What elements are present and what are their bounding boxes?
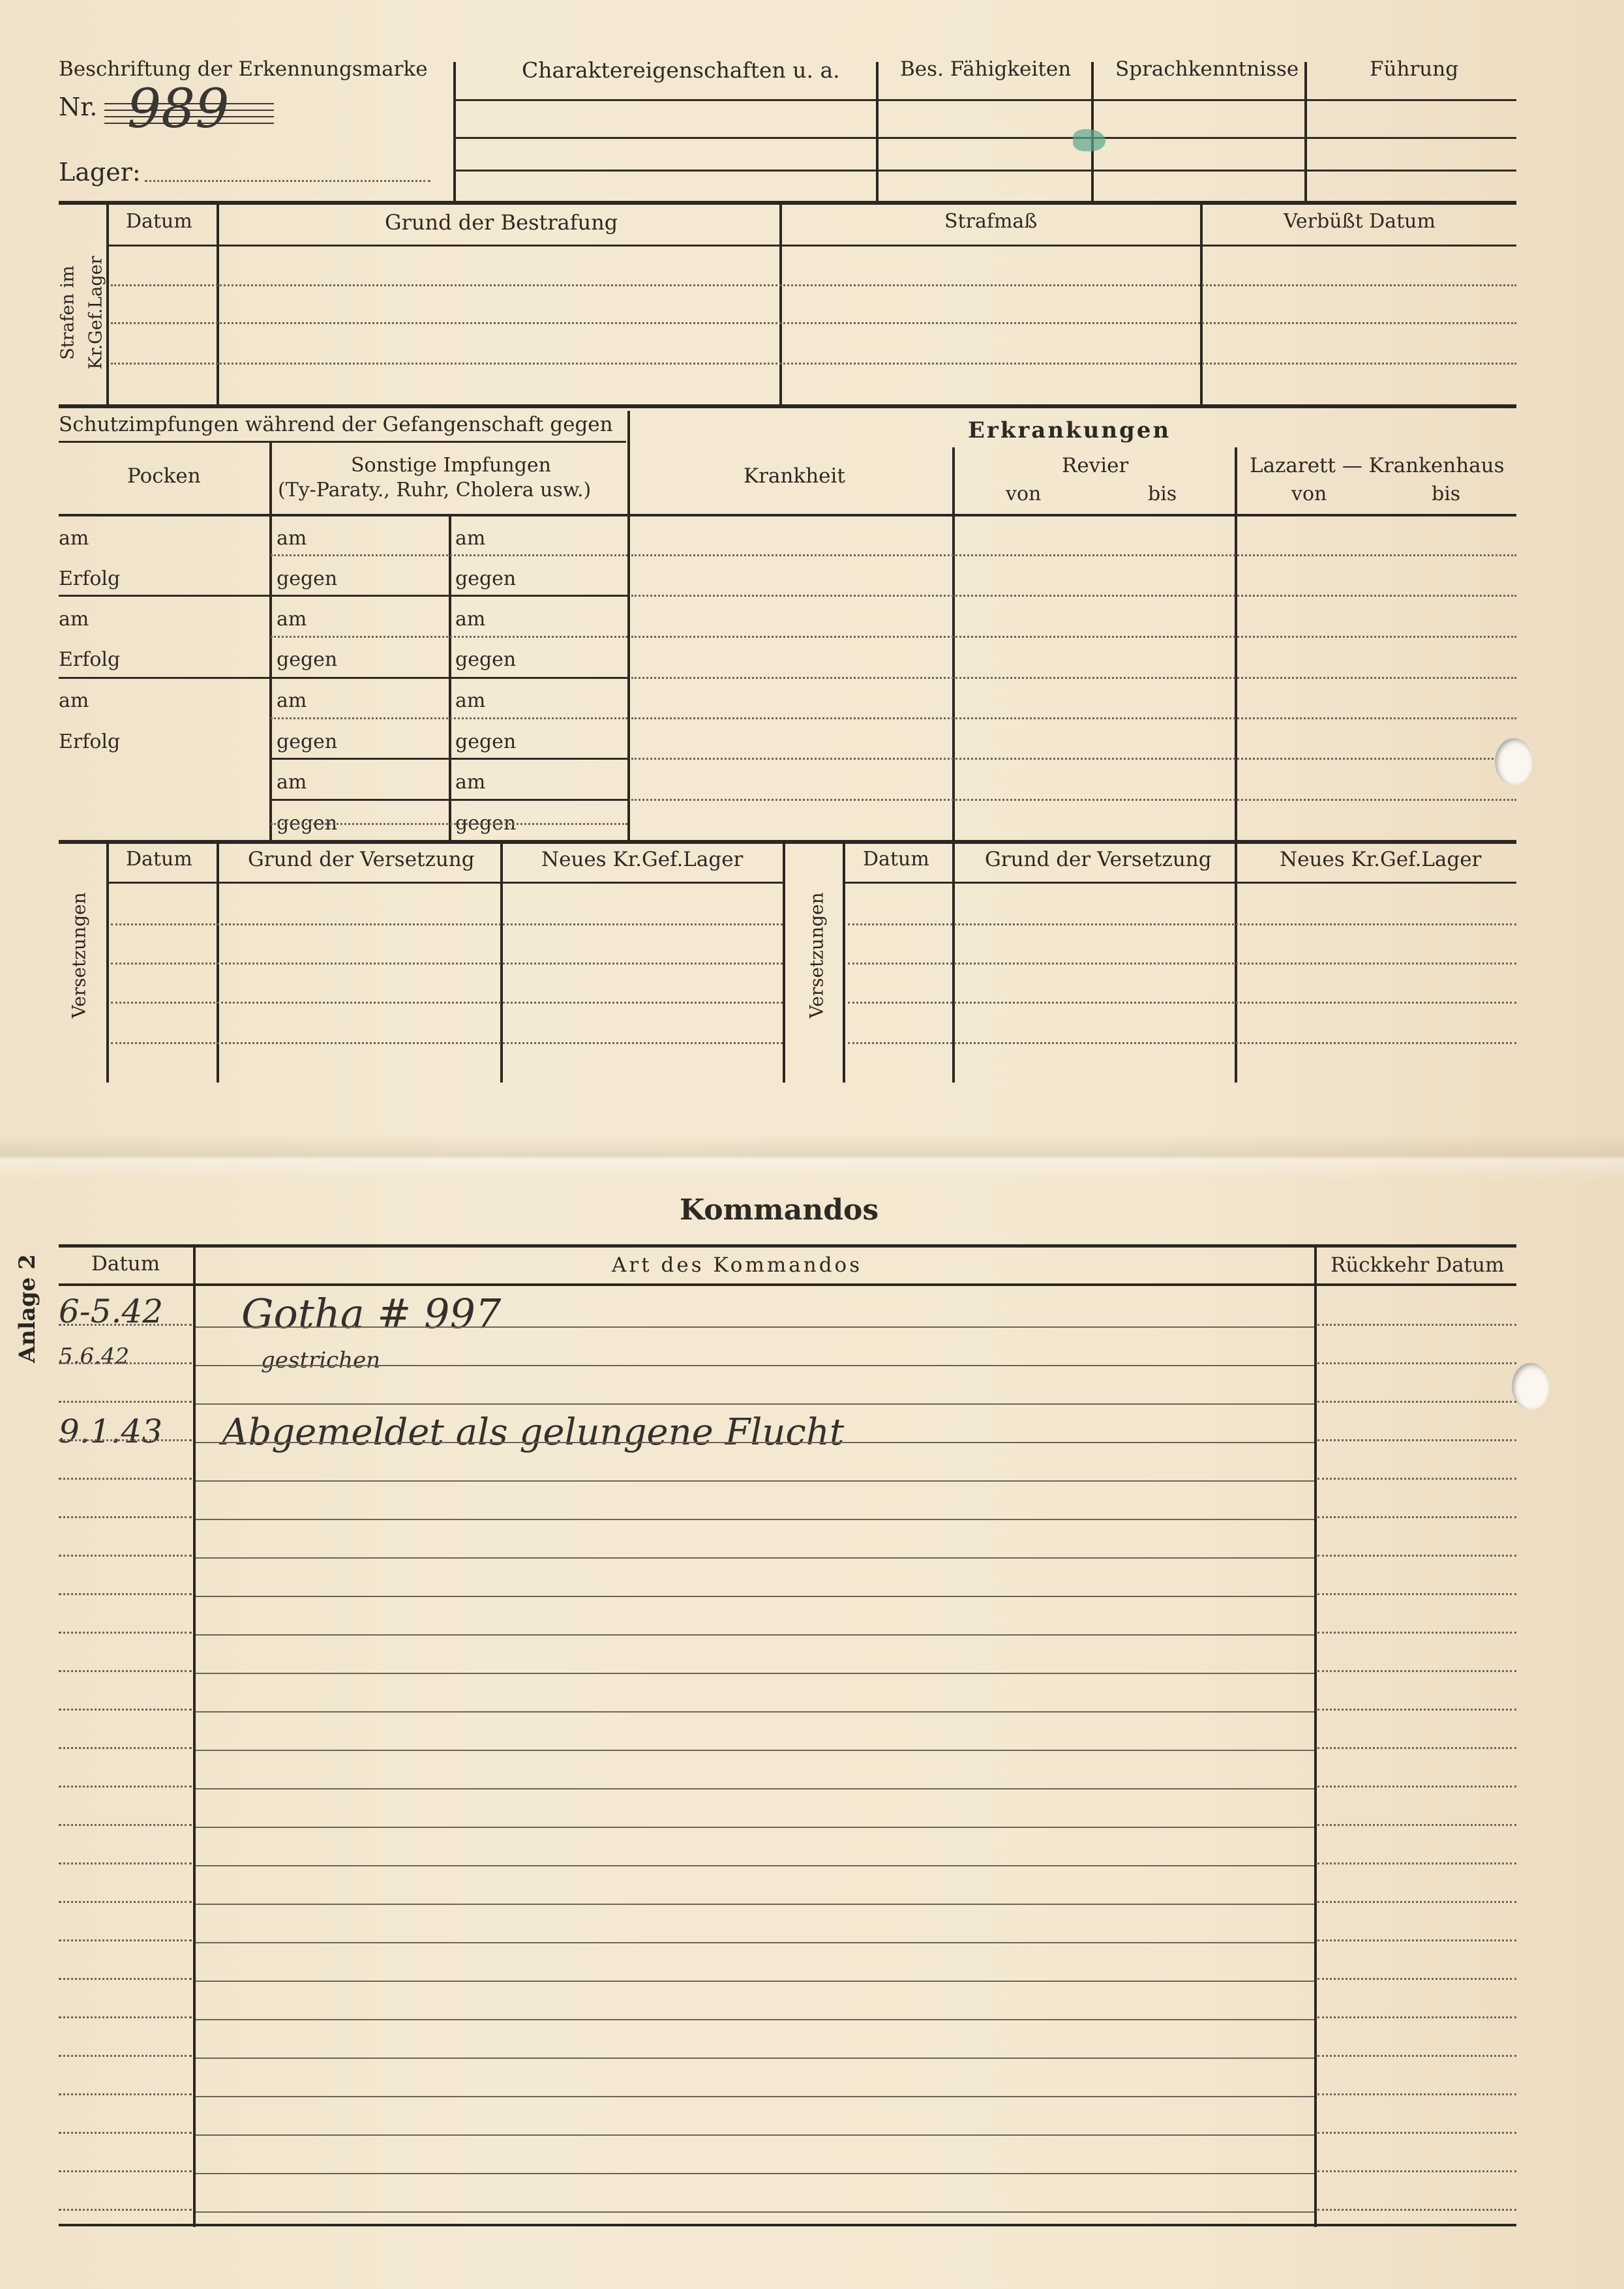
versetzungen-col-line xyxy=(217,841,219,1083)
kommando-row-datum-line xyxy=(59,1401,192,1403)
strafen-header-line xyxy=(108,245,1516,247)
versetzungen-col-grund-2: Grund der Versetzung xyxy=(985,848,1212,871)
strafen-row xyxy=(111,322,1516,324)
fuehrung-label: Führung xyxy=(1370,57,1459,81)
kommando-row-datum-line xyxy=(59,2132,192,2134)
erkrankungen-row xyxy=(631,595,1516,597)
kommando-row-rueckkehr-line xyxy=(1317,1824,1516,1826)
versetzungen-row xyxy=(848,1042,1516,1044)
sonstige-row-label: am xyxy=(455,527,486,550)
kommando-row-datum-line xyxy=(59,2093,192,2095)
kommando-art: Abgemeldet als gelungene Flucht xyxy=(222,1411,845,1454)
kommando-row-rueckkehr-line xyxy=(1317,1324,1516,1326)
impfungen-col-line xyxy=(269,442,272,841)
versetzungen-row xyxy=(848,923,1516,925)
anlage-side-label: Anlage 2 xyxy=(14,1254,40,1363)
kommando-row-rueckkehr-line xyxy=(1317,1362,1516,1364)
lazarett-bis: bis xyxy=(1432,483,1461,505)
kommando-row-datum-line xyxy=(59,1863,192,1864)
section-divider xyxy=(59,404,1516,408)
versetzungen-col-datum: Datum xyxy=(126,848,192,871)
kommando-row-rueckkehr-line xyxy=(1317,1709,1516,1711)
revier-bis: bis xyxy=(1148,483,1177,505)
kommando-row-line xyxy=(196,1711,1314,1713)
impfungen-title-line xyxy=(59,441,626,443)
top-row-line xyxy=(453,137,1516,139)
erkrankungen-col-lazarett: Lazarett — Krankenhaus xyxy=(1250,454,1505,477)
kommando-row-line xyxy=(196,1596,1314,1597)
impfungen-col-pocken: Pocken xyxy=(127,464,201,488)
versetzungen-col-datum-2: Datum xyxy=(863,848,929,871)
versetzungen-col-line xyxy=(783,841,785,1083)
beschriftung-label: Beschriftung der Erkennungsmarke xyxy=(59,57,428,81)
sprach-label: Sprachkenntnisse xyxy=(1115,57,1299,81)
impfungen-col-sonstige-1: Sonstige Impfungen xyxy=(351,454,552,477)
erkrankungen-col-revier: Revier xyxy=(1062,454,1129,477)
impfungen-col-sonstige-2: (Ty-Paraty., Ruhr, Cholera usw.) xyxy=(278,479,592,501)
kommando-row-rueckkehr-line xyxy=(1317,1863,1516,1864)
strafen-col-line xyxy=(217,203,219,406)
strafen-side-label-2: Kr.Gef.Lager xyxy=(85,256,106,370)
kommando-row-rueckkehr-line xyxy=(1317,2093,1516,2095)
versetzungen-row xyxy=(111,923,783,925)
erkrankungen-row xyxy=(631,636,1516,638)
kommando-row-rueckkehr-line xyxy=(1317,1632,1516,1634)
kommando-row-datum-line xyxy=(59,2209,192,2211)
kommando-row-line xyxy=(196,2019,1314,2020)
erkrankungen-row xyxy=(631,799,1516,801)
lager-label: Lager: xyxy=(59,158,141,187)
kommando-row-rueckkehr-line xyxy=(1317,1786,1516,1788)
erkrankungen-row xyxy=(631,554,1516,556)
kommandos-col-rueckkehr: Rückkehr Datum xyxy=(1331,1253,1505,1277)
kommando-row-datum-line xyxy=(59,1362,192,1364)
kommando-row-datum-line xyxy=(59,1593,192,1595)
pocken-row-label: am xyxy=(59,689,89,712)
impfungen-right-border xyxy=(627,411,630,841)
revier-von: von xyxy=(1006,483,1042,505)
kommando-row-line xyxy=(196,1981,1314,1982)
pocken-row-label: Erfolg xyxy=(59,730,121,753)
versetzungen-row xyxy=(111,963,783,965)
sonstige-row-label: am xyxy=(277,689,307,712)
kommando-row-line xyxy=(196,1519,1314,1520)
top-col-line xyxy=(876,62,879,202)
kommando-row-line xyxy=(196,2173,1314,2174)
kommandos-bottom-line xyxy=(59,2224,1516,2226)
impfungen-title: Schutzimpfungen während der Gefangenschaft gegen xyxy=(59,413,613,436)
sonstige-row-label: gegen xyxy=(455,567,517,590)
versetzungen-side-label-left: Versetzungen xyxy=(68,892,90,1019)
erkrankungen-row xyxy=(631,758,1516,760)
strafen-col-strafmass: Strafmaß xyxy=(944,210,1038,233)
strafen-col-verbuesst: Verbüßt Datum xyxy=(1284,210,1436,233)
kommando-row-datum-line xyxy=(59,1709,192,1711)
erkrankungen-col-krankheit: Krankheit xyxy=(744,464,845,488)
paper-fold xyxy=(0,1135,1624,1180)
kommando-row-datum-line xyxy=(59,1901,192,1903)
kommando-row-line xyxy=(196,2057,1314,2059)
kommando-row-line xyxy=(196,2096,1314,2097)
kommando-row-datum-line xyxy=(59,1478,192,1480)
punch-hole xyxy=(1495,738,1533,785)
strafen-col-datum: Datum xyxy=(126,210,192,233)
charakter-label: Charaktereigenschaften u. a. xyxy=(522,57,840,83)
kommando-row-line xyxy=(196,1557,1314,1559)
kommando-row-datum-line xyxy=(59,1439,192,1441)
sonstige-row-label: gegen xyxy=(455,812,517,835)
top-row-line xyxy=(453,99,1516,101)
strafen-row xyxy=(111,284,1516,286)
kommando-row-datum-line xyxy=(59,1824,192,1826)
kommando-row-line xyxy=(196,2134,1314,2136)
kommando-row-line xyxy=(196,1634,1314,1636)
kommando-row-datum-line xyxy=(59,1978,192,1980)
sonstige-row-label: am xyxy=(277,608,307,631)
pocken-row-label: am xyxy=(59,608,89,631)
kommando-row-datum-line xyxy=(59,1555,192,1557)
kommando-row-rueckkehr-line xyxy=(1317,1555,1516,1557)
top-col-line xyxy=(1304,62,1307,202)
nr-label: Nr. xyxy=(59,93,98,121)
kommando-row-line xyxy=(196,1750,1314,1751)
kommando-row-line xyxy=(196,1326,1314,1328)
kommando-row-rueckkehr-line xyxy=(1317,2016,1516,2018)
section-divider xyxy=(59,201,1516,205)
kommando-row-rueckkehr-line xyxy=(1317,2170,1516,2172)
kommando-row-line xyxy=(196,1442,1314,1443)
lazarett-von: von xyxy=(1291,483,1327,505)
kommando-datum: 6-5.42 xyxy=(59,1293,164,1330)
kommando-row-line xyxy=(196,1403,1314,1405)
versetzungen-col-line xyxy=(500,841,503,1083)
kommando-row-rueckkehr-line xyxy=(1317,1747,1516,1749)
sonstige-row-label: gegen xyxy=(455,730,517,753)
kommando-row-datum-line xyxy=(59,1747,192,1749)
strafen-col-grund: Grund der Bestrafung xyxy=(385,210,618,235)
impfungen-row-line xyxy=(271,799,627,801)
versetzungen-side-label-right: Versetzungen xyxy=(805,892,828,1019)
kommando-row-rueckkehr-line xyxy=(1317,2209,1516,2211)
erkrankungen-title: Erkrankungen xyxy=(968,417,1171,443)
kommando-row-datum-line xyxy=(59,2016,192,2018)
kommando-row-datum-line xyxy=(59,1670,192,1672)
faehigkeiten-label: Bes. Fähigkeiten xyxy=(900,57,1072,81)
kommando-row-rueckkehr-line xyxy=(1317,1901,1516,1903)
kommando-row-rueckkehr-line xyxy=(1317,1516,1516,1518)
kommando-row-rueckkehr-line xyxy=(1317,1478,1516,1480)
kommando-art: Gotha # 997 xyxy=(241,1290,502,1338)
lager-line xyxy=(145,180,430,182)
kommando-row-line xyxy=(196,1865,1314,1866)
kommandos-col-datum: Datum xyxy=(91,1252,160,1276)
section-divider xyxy=(59,840,1516,844)
kommando-row-rueckkehr-line xyxy=(1317,2132,1516,2134)
strafen-side-label-1: Strafen im xyxy=(57,265,78,360)
versetzungen-col-neues: Neues Kr.Gef.Lager xyxy=(541,848,744,871)
impfungen-row-dots xyxy=(271,823,627,825)
sonstige-row-label: am xyxy=(455,771,486,794)
erkrankungen-row xyxy=(631,717,1516,719)
kommandos-col-art: Art des Kommandos xyxy=(612,1253,863,1277)
kommando-row-rueckkehr-line xyxy=(1317,1401,1516,1403)
kommando-row-rueckkehr-line xyxy=(1317,1939,1516,1941)
sonstige-row-label: gegen xyxy=(277,648,338,671)
kommando-row-line xyxy=(196,1480,1314,1482)
kommando-row-rueckkehr-line xyxy=(1317,1670,1516,1672)
versetzungen-row xyxy=(848,1002,1516,1004)
kommando-row-line xyxy=(196,1788,1314,1789)
strafen-col-line xyxy=(106,203,109,406)
impfungen-row-line xyxy=(271,758,627,760)
kommando-row-datum-line xyxy=(59,1324,192,1326)
versetzungen-row xyxy=(111,1002,783,1004)
kommando-row-rueckkehr-line xyxy=(1317,1978,1516,1980)
kommando-row-line xyxy=(196,1942,1314,1943)
kommando-row-line xyxy=(196,2211,1314,2213)
versetzungen-col-line xyxy=(843,841,845,1083)
kommandos-title: Kommandos xyxy=(680,1193,879,1227)
sonstige-row-label: gegen xyxy=(277,567,338,590)
kommando-row-line xyxy=(196,1904,1314,1905)
top-row-line xyxy=(453,170,1516,172)
kommando-row-line xyxy=(196,1827,1314,1828)
top-col-line xyxy=(453,62,456,202)
kommando-row-line xyxy=(196,1365,1314,1366)
sonstige-row-label: gegen xyxy=(455,648,517,671)
versetzungen-row xyxy=(111,1042,783,1044)
kommandos-col-line xyxy=(193,1246,196,2227)
green-ink-mark xyxy=(1073,129,1105,151)
versetzungen-col-grund: Grund der Versetzung xyxy=(248,848,475,871)
impfungen-row-line xyxy=(59,677,627,679)
sonstige-row-label: am xyxy=(277,527,307,550)
sonstige-row-label: gegen xyxy=(277,812,338,835)
sonstige-row-label: am xyxy=(455,608,486,631)
pocken-row-label: Erfolg xyxy=(59,567,121,590)
versetzungen-col-line xyxy=(952,841,955,1083)
kommando-row-datum-line xyxy=(59,1516,192,1518)
strafen-col-line xyxy=(1200,203,1203,406)
impfungen-row-dots xyxy=(271,636,627,638)
strafen-col-line xyxy=(779,203,782,406)
kommando-row-rueckkehr-line xyxy=(1317,1593,1516,1595)
kommandos-header-line xyxy=(59,1283,1516,1286)
erkrankungen-col-line xyxy=(952,447,955,841)
punch-hole xyxy=(1512,1363,1550,1410)
kommandos-top-line xyxy=(59,1244,1516,1248)
versetzungen-col-line xyxy=(1235,841,1237,1083)
impfungen-row-dots xyxy=(271,554,627,556)
kommando-row-datum-line xyxy=(59,1939,192,1941)
erkrankungen-col-line xyxy=(1235,447,1237,841)
impfungen-row-line xyxy=(59,595,627,597)
pocken-row-label: am xyxy=(59,527,89,550)
kommando-row-line xyxy=(196,1673,1314,1674)
kommandos-col-line xyxy=(1314,1246,1317,2227)
kommando-art: gestrichen xyxy=(261,1347,381,1373)
kommando-row-datum-line xyxy=(59,2055,192,2057)
versetzungen-col-line xyxy=(106,841,109,1083)
sonstige-row-label: am xyxy=(277,771,307,794)
sonstige-row-label: gegen xyxy=(277,730,338,753)
pocken-row-label: Erfolg xyxy=(59,648,121,671)
impfungen-row-dots xyxy=(271,717,627,719)
kommando-datum: 5.6.42 xyxy=(59,1343,130,1369)
sonstige-row-label: am xyxy=(455,689,486,712)
strafen-row xyxy=(111,363,1516,365)
kommando-row-datum-line xyxy=(59,1786,192,1788)
impfungen-header-line xyxy=(59,514,1516,516)
erkrankungen-row xyxy=(631,677,1516,679)
kommando-row-datum-line xyxy=(59,1632,192,1634)
versetzungen-col-neues-2: Neues Kr.Gef.Lager xyxy=(1280,848,1482,871)
kommando-row-rueckkehr-line xyxy=(1317,1439,1516,1441)
kommando-row-rueckkehr-line xyxy=(1317,2055,1516,2057)
versetzungen-header-line xyxy=(108,882,783,884)
kommando-datum: 9.1.43 xyxy=(59,1413,163,1450)
versetzungen-header-line xyxy=(845,882,1516,884)
nr-value: 989 xyxy=(127,78,230,140)
kommando-row-datum-line xyxy=(59,2170,192,2172)
versetzungen-row xyxy=(848,963,1516,965)
